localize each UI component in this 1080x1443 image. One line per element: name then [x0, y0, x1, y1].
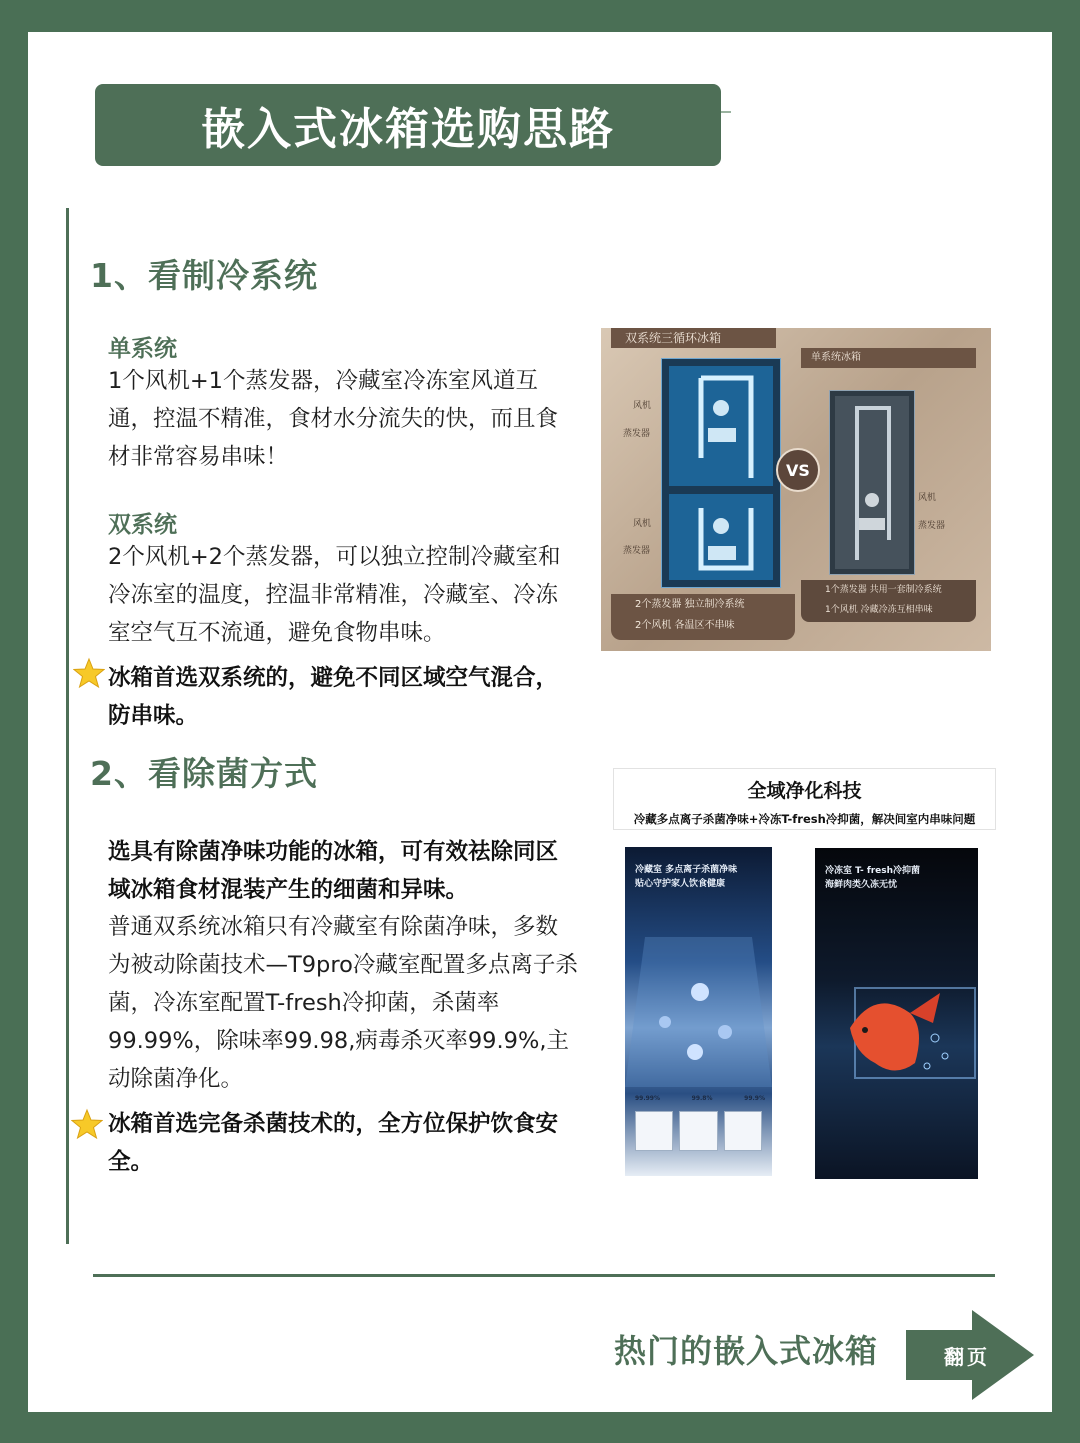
- purification-tech-image: [613, 768, 996, 1183]
- single-caption-line2: 1个风机 冷藏冷冻互相串味: [825, 605, 933, 615]
- panel1-stats: [635, 1095, 765, 1102]
- image2-title: 全域净化科技: [747, 780, 862, 802]
- fan-label: 风机: [633, 401, 652, 411]
- fish-illustration: [815, 968, 978, 1128]
- section2-lead: 选具有除菌净味功能的冰箱，可有效祛除同区域冰箱食材混装产生的细菌和异味。: [108, 839, 559, 903]
- dual-caption-line1: 2个蒸发器 独立制冷系统: [635, 599, 745, 610]
- section2-text: 普通双系统冰箱只有冷藏室有除菌净味，多数为被动除菌技术—T9pro冷藏室配置多点离子杀菌，冷冻室配置T-fresh冷抑菌，杀菌率99.99%，除味率99.98,病毒杀灭率99.9%,主动除菌净化。: [108, 914, 578, 1092]
- fan-label: 风机: [633, 519, 652, 529]
- single-caption-line1: 1个蒸发器 共用一套制冷系统: [825, 585, 942, 595]
- panel1-title-line1: 冷藏室 多点离子杀菌净味: [635, 865, 738, 875]
- single-system-header: 单系统冰箱: [801, 348, 976, 368]
- footer-teaser: 热门的嵌入式冰箱: [614, 1332, 879, 1370]
- single-system-label: 单系统: [108, 336, 177, 362]
- dual-system-label: 双系统: [108, 512, 177, 538]
- left-accent-line: [66, 208, 69, 1244]
- section1-tip: 冰箱首选双系统的，避免不同区域空气混合，防串味。: [108, 665, 559, 729]
- footer-divider: [93, 1274, 995, 1277]
- page-title: 嵌入式冰箱选购思路: [201, 104, 615, 155]
- next-page-button[interactable]: 翻页: [944, 1345, 990, 1369]
- panel1-stat-icons: [635, 1111, 762, 1151]
- evaporator-label: 蒸发器: [623, 546, 651, 556]
- star-icon: [71, 1108, 103, 1140]
- dual-system-caption: [611, 594, 795, 640]
- panel1-title: [635, 863, 737, 891]
- panel2-title: [825, 864, 920, 892]
- fan-label: 风机: [918, 493, 937, 503]
- vs-badge: VS: [776, 448, 820, 492]
- stat-deodorization: 99.8%: [691, 1095, 713, 1102]
- dual-system-header: 双系统三循环冰箱: [611, 328, 776, 348]
- single-fridge-illustration: [829, 390, 915, 575]
- dual-system-text: 2个风机+2个蒸发器，可以独立控制冷藏室和冷冻室的温度，控温非常精准，冷藏室、冷冻室空气互不流通，避免食物串味。: [108, 544, 561, 646]
- evaporator-label: 蒸发器: [623, 429, 651, 439]
- title-decoration: [721, 111, 731, 113]
- stat-virus: 99.9%: [744, 1095, 765, 1102]
- section1-heading: 1、看制冷系统: [90, 256, 318, 295]
- single-system-caption: [801, 580, 976, 622]
- fridge-compartment-panel: [625, 847, 772, 1176]
- panel2-title-line2: 海鲜肉类久冻无忧: [825, 880, 898, 890]
- image2-subtitle: 冷藏多点离子杀菌净味+冷冻T-fresh冷抑菌，解决间室内串味问题: [633, 812, 976, 826]
- section2-heading: 2、看除菌方式: [90, 754, 318, 793]
- star-icon: [73, 657, 105, 689]
- refrigeration-comparison-image: [601, 328, 991, 651]
- section2-tip: 冰箱首选完备杀菌技术的，全方位保护饮食安全。: [108, 1111, 559, 1175]
- evaporator-label: 蒸发器: [918, 521, 946, 531]
- ion-sterilization-graphic: [625, 937, 772, 1087]
- dual-caption-line2: 2个风机 各温区不串味: [635, 620, 735, 631]
- single-system-text: 1个风机+1个蒸发器，冷藏室冷冻室风道互通，控温不精准，食材水分流失的快，而且食材非常容易串味！: [108, 368, 559, 470]
- panel1-title-line2: 贴心守护家人饮食健康: [635, 879, 726, 889]
- dual-fridge-illustration: [661, 358, 781, 588]
- panel2-title-line1: 冷冻室 T- fresh冷抑菌: [825, 866, 921, 876]
- page-title-banner: [95, 84, 721, 166]
- freezer-compartment-panel: [815, 848, 978, 1179]
- stat-sterilization: 99.99%: [635, 1095, 660, 1102]
